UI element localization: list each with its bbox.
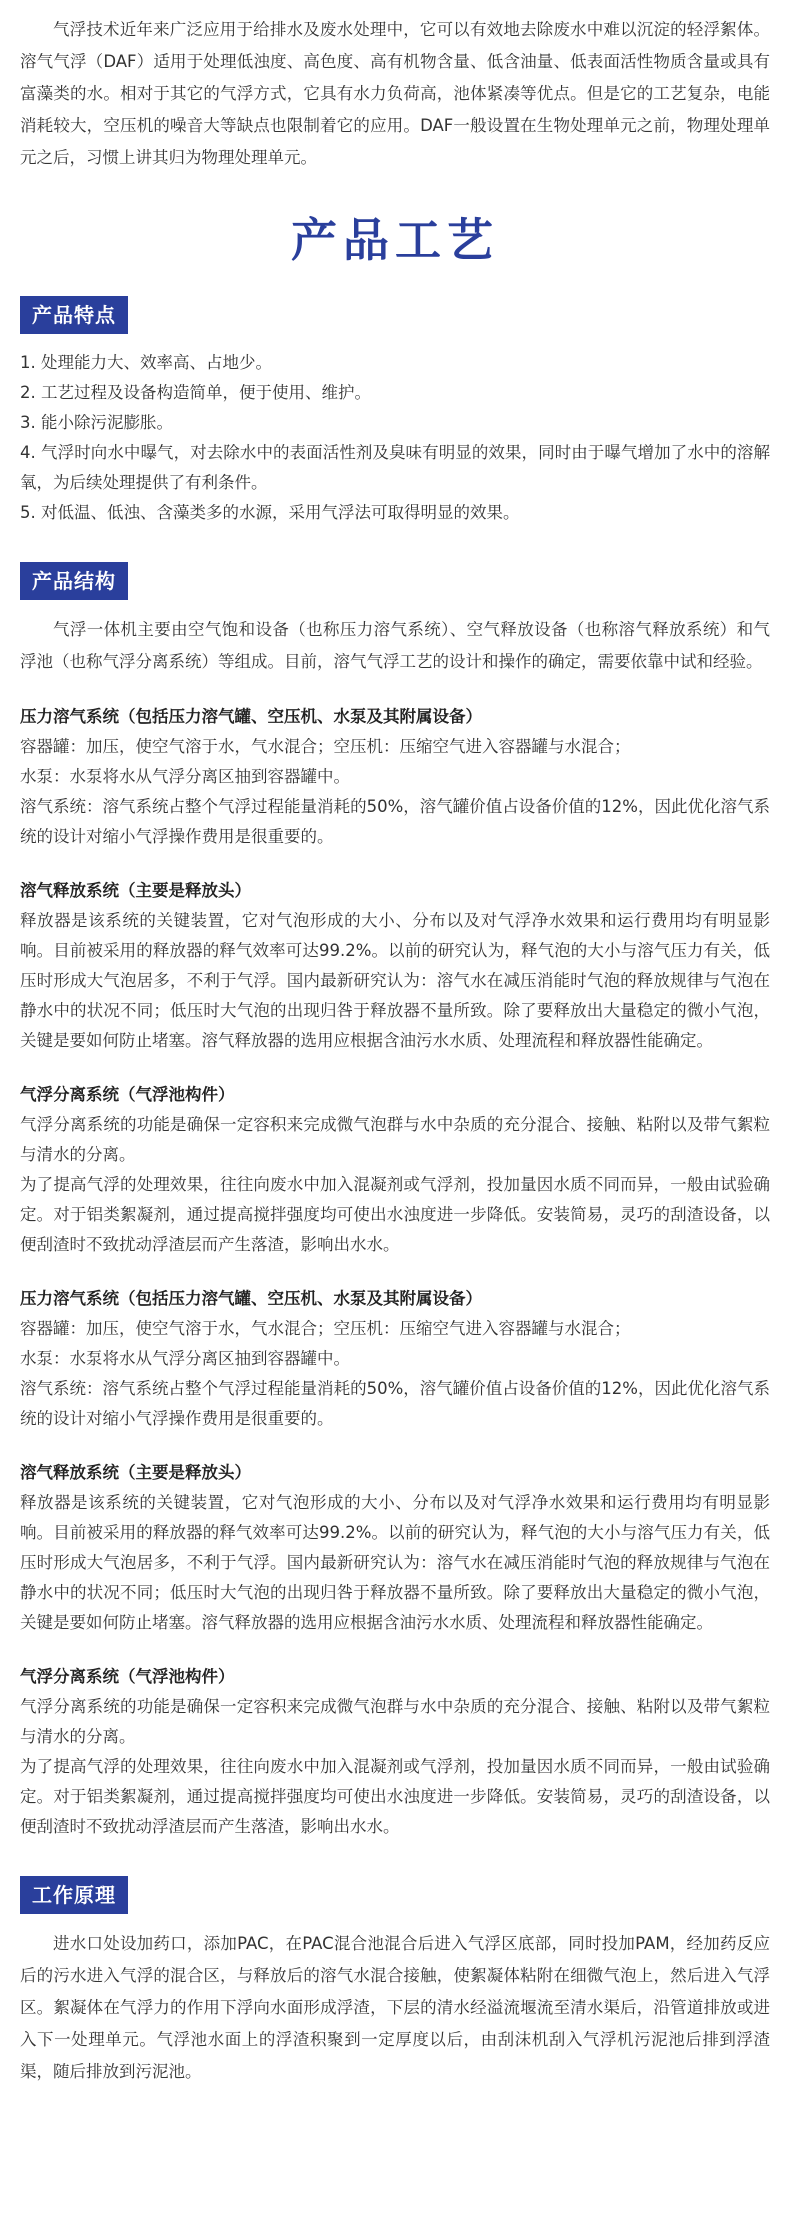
subsection-paragraph: 气浮分离系统的功能是确保一定容积来完成微气泡群与水中杂质的充分混合、接触、粘附以及带气絮粒与清水的分离。 — [20, 1115, 770, 1164]
features-list — [20, 348, 770, 528]
structure-heading: 产品结构 — [20, 562, 128, 600]
list-item: 3. 能小除污泥膨胀。 — [20, 413, 173, 432]
structure-section — [20, 562, 770, 1842]
subsection-separation-system — [20, 1662, 770, 1842]
subsection-pressure-system — [20, 702, 770, 852]
principle-heading: 工作原理 — [20, 1876, 128, 1914]
subsection-separation-system — [20, 1080, 770, 1260]
subsection-paragraph: 容器罐：加压，使空气溶于水，气水混合；空压机：压缩空气进入容器罐与水混合； — [20, 1319, 631, 1338]
subsection-paragraph: 释放器是该系统的关键装置，它对气泡形成的大小、分布以及对气浮净水效果和运行费用均有明显影响。目前被采用的释放器的释气效率可达99.2%。以前的研究认为，释气泡的大小与溶气压力有关，低压时形成大气泡居多，不利于气浮。国内最新研究认为：溶气水在减压消能时气泡的释放规律与气泡在静水中的状况不同；低压时大气泡的出现归咎于释放器不量所致。除了要释放出大量稳定的微小气泡，关键是要如何防止堵塞。溶气释放器的选用应根据含油污水水质、处理流程和释放器性能确定。 — [20, 1493, 770, 1632]
page-title: 产品工艺 — [291, 213, 499, 267]
principle-paragraph: 进水口处设加药口，添加PAC，在PAC混合池混合后进入气浮区底部，同时投加PAM，经加药反应后的污水进入气浮的混合区，与释放后的溶气水混合接触，使絮凝体粘附在细微气泡上，然后进入气浮区。絮凝体在气浮力的作用下浮向水面形成浮渣，下层的清水经溢流堰流至清水渠后，沿管道排放或进入下一处理单元。气浮池水面上的浮渣积聚到一定厚度以后，由刮沫机刮入气浮机污泥池后排到浮渣渠，随后排放到污泥池。 — [20, 1934, 770, 2081]
subsection-title: 压力溶气系统（包括压力溶气罐、空压机、水泵及其附属设备） — [20, 1289, 482, 1308]
intro-paragraph: 气浮技术近年来广泛应用于给排水及废水处理中，它可以有效地去除废水中难以沉淀的轻浮絮体。溶气气浮（DAF）适用于处理低浊度、高色度、高有机物含量、低含油量、低表面活性物质含量或具有富藻类的水。相对于其它的气浮方式，它具有水力负荷高，池体紧凑等优点。但是它的工艺复杂，电能消耗较大，空压机的噪音大等缺点也限制着它的应用。DAF一般设置在生物处理单元之前，物理处理单元之后，习惯上讲其归为物理处理单元。 — [20, 20, 770, 167]
features-section — [20, 296, 770, 528]
subsection-release-system — [20, 1458, 770, 1638]
structure-intro: 气浮一体机主要由空气饱和设备（也称压力溶气系统）、空气释放设备（也称溶气释放系统）和气浮池（也称气浮分离系统）等组成。目前，溶气气浮工艺的设计和操作的确定，需要依靠中试和经验。 — [20, 620, 770, 671]
features-heading: 产品特点 — [20, 296, 128, 334]
list-item: 4. 气浮时向水中曝气，对去除水中的表面活性剂及臭味有明显的效果，同时由于曝气增加了水中的溶解氧，为后续处理提供了有利条件。 — [20, 443, 770, 492]
list-item: 5. 对低温、低浊、含藻类多的水源，采用气浮法可取得明显的效果。 — [20, 503, 520, 522]
subsection-title: 气浮分离系统（气浮池构件） — [20, 1667, 235, 1686]
subsection-paragraph: 溶气系统：溶气系统占整个气浮过程能量消耗的50%，溶气罐价值占设备价值的12%，因此优化溶气系统的设计对缩小气浮操作费用是很重要的。 — [20, 797, 770, 846]
subsection-paragraph: 气浮分离系统的功能是确保一定容积来完成微气泡群与水中杂质的充分混合、接触、粘附以及带气絮粒与清水的分离。 — [20, 1697, 770, 1746]
subsection-pressure-system — [20, 1284, 770, 1434]
principle-section — [20, 1876, 770, 2088]
subsection-paragraph: 溶气系统：溶气系统占整个气浮过程能量消耗的50%，溶气罐价值占设备价值的12%，因此优化溶气系统的设计对缩小气浮操作费用是很重要的。 — [20, 1379, 770, 1428]
subsection-title: 气浮分离系统（气浮池构件） — [20, 1085, 235, 1104]
subsection-paragraph: 释放器是该系统的关键装置，它对气泡形成的大小、分布以及对气浮净水效果和运行费用均有明显影响。目前被采用的释放器的释气效率可达99.2%。以前的研究认为，释气泡的大小与溶气压力有关，低压时形成大气泡居多，不利于气浮。国内最新研究认为：溶气水在减压消能时气泡的释放规律与气泡在静水中的状况不同；低压时大气泡的出现归咎于释放器不量所致。除了要释放出大量稳定的微小气泡，关键是要如何防止堵塞。溶气释放器的选用应根据含油污水水质、处理流程和释放器性能确定。 — [20, 911, 770, 1050]
subsection-paragraph: 容器罐：加压，使空气溶于水，气水混合；空压机：压缩空气进入容器罐与水混合； — [20, 737, 631, 756]
list-item: 2. 工艺过程及设备构造简单，便于使用、维护。 — [20, 383, 371, 402]
subsection-paragraph: 为了提高气浮的处理效果，往往向废水中加入混凝剂或气浮剂，投加量因水质不同而异，一般由试验确定。对于铝类絮凝剂，通过提高搅拌强度均可使出水浊度进一步降低。安装简易，灵巧的刮渣设备，以便刮渣时不致扰动浮渣层而产生落渣，影响出水水。 — [20, 1757, 770, 1836]
subsection-title: 溶气释放系统（主要是释放头） — [20, 1463, 251, 1482]
subsection-release-system — [20, 876, 770, 1056]
subsection-title: 压力溶气系统（包括压力溶气罐、空压机、水泵及其附属设备） — [20, 707, 482, 726]
list-item: 1. 处理能力大、效率高、占地少。 — [20, 353, 272, 372]
subsection-paragraph: 水泵：水泵将水从气浮分离区抽到容器罐中。 — [20, 767, 350, 786]
subsection-paragraph: 为了提高气浮的处理效果，往往向废水中加入混凝剂或气浮剂，投加量因水质不同而异，一般由试验确定。对于铝类絮凝剂，通过提高搅拌强度均可使出水浊度进一步降低。安装简易，灵巧的刮渣设备，以便刮渣时不致扰动浮渣层而产生落渣，影响出水水。 — [20, 1175, 770, 1254]
subsection-title: 溶气释放系统（主要是释放头） — [20, 881, 251, 900]
subsection-paragraph: 水泵：水泵将水从气浮分离区抽到容器罐中。 — [20, 1349, 350, 1368]
